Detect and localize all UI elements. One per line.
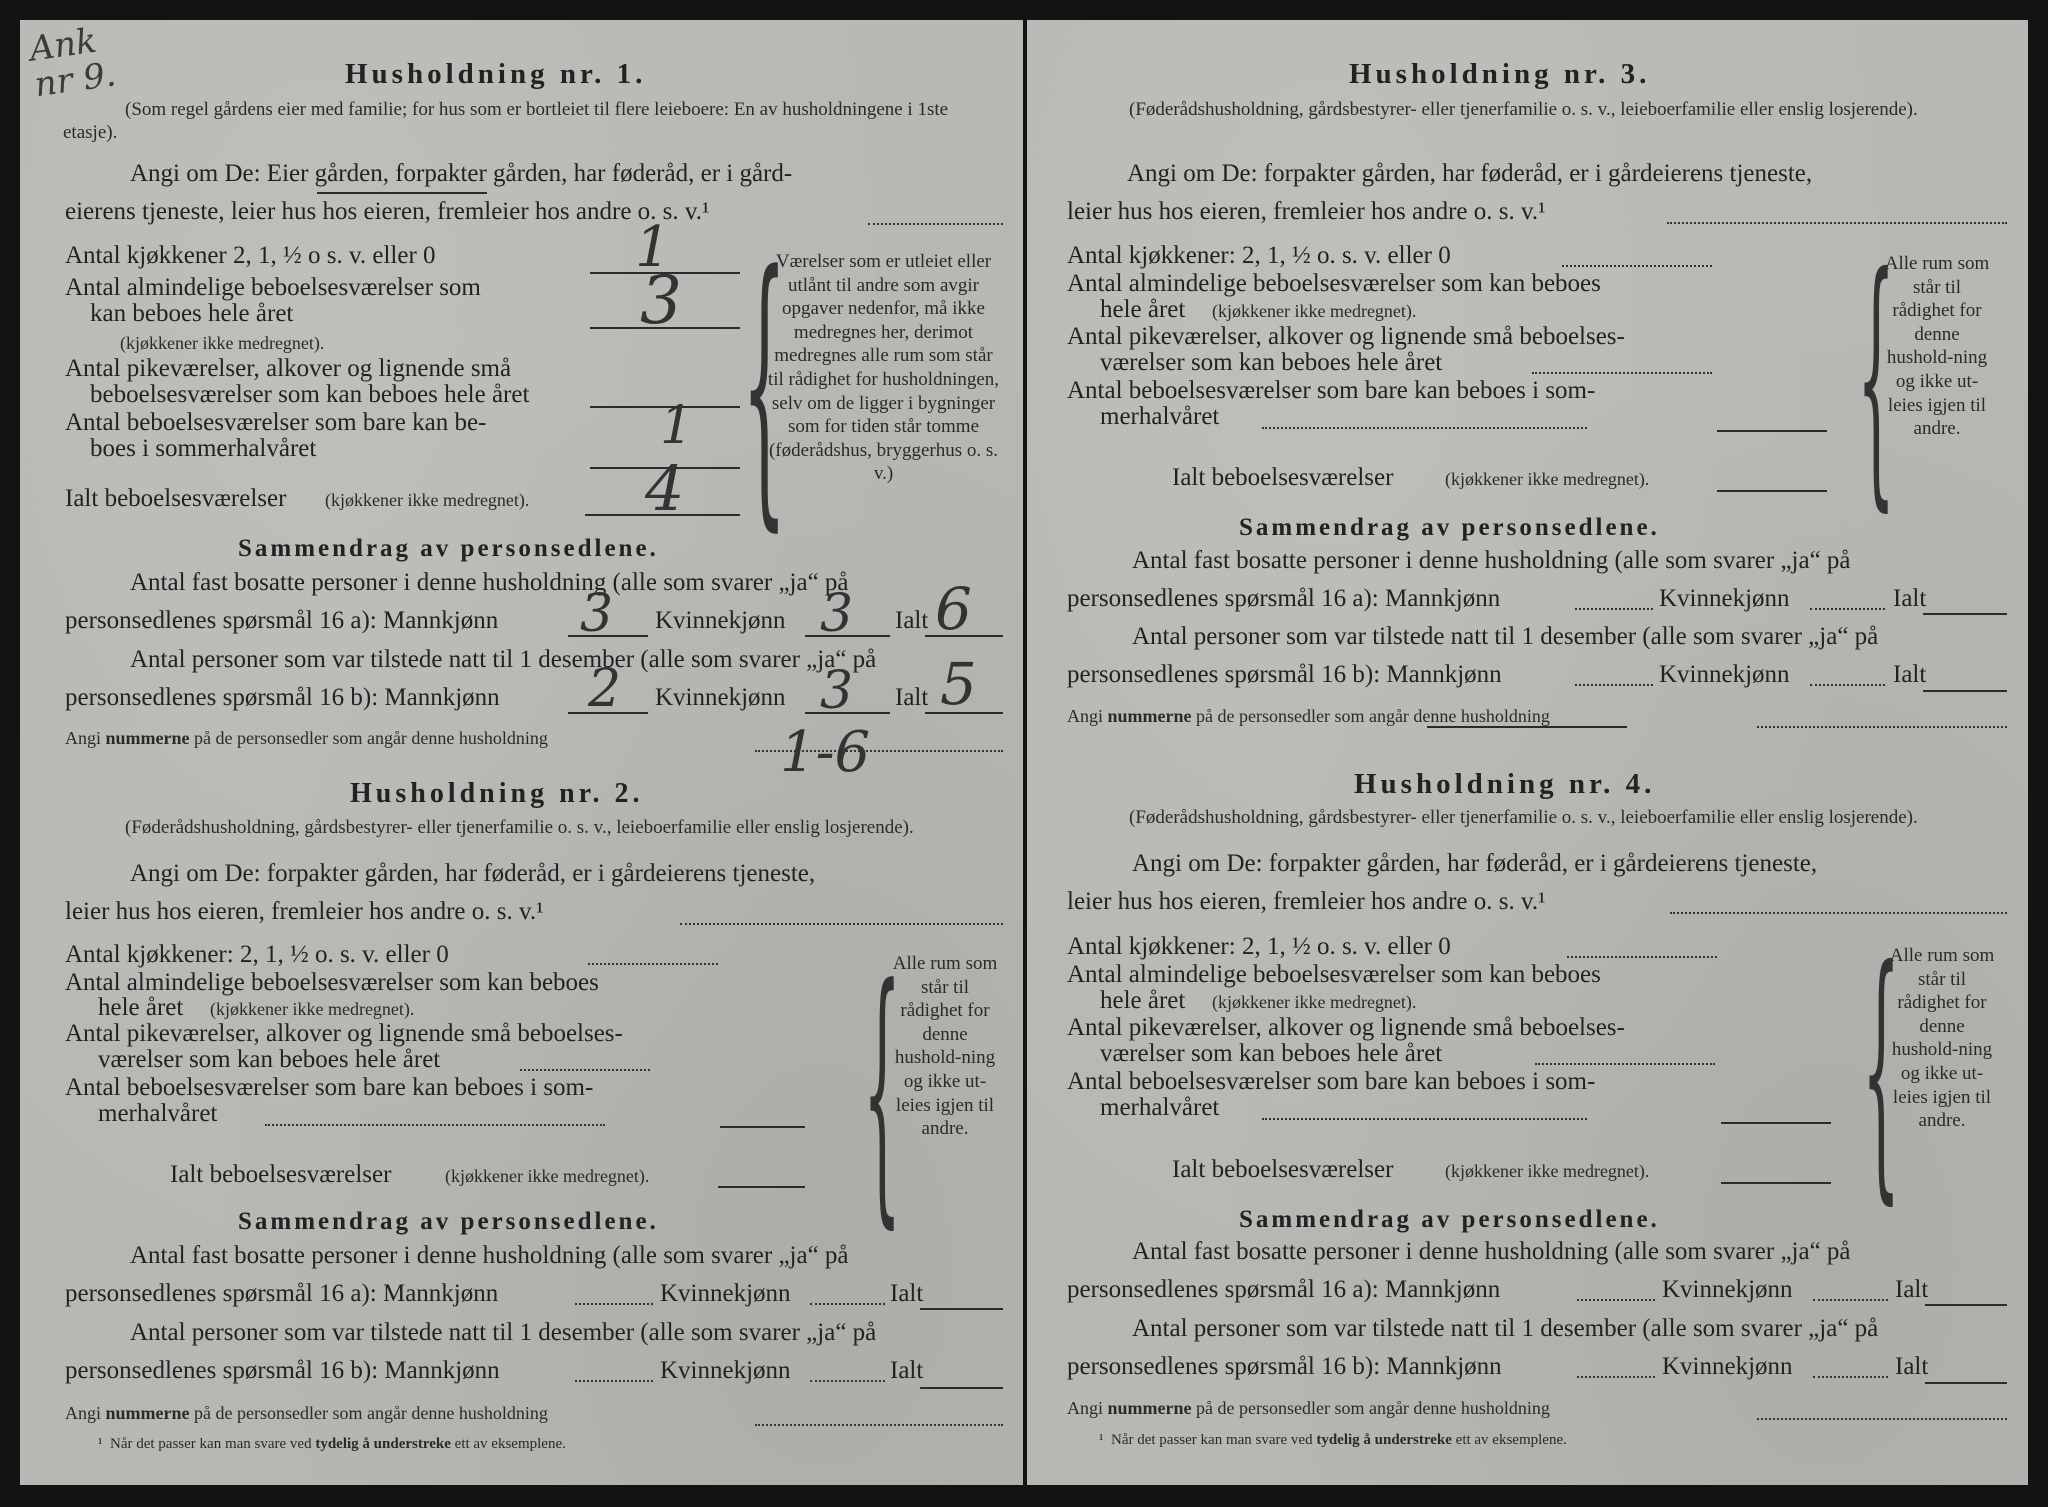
household-4-a-female-label: Kvinnekjønn [1662,1276,1793,1303]
household-4-total-note: (kjøkkener ikke medregnet). [1445,1161,1650,1181]
numbers-pre: Angi [1067,1398,1103,1418]
household-3-summer-dots [1262,427,1587,429]
household-3-summer-answer-line[interactable] [1717,430,1827,432]
household-1-note: (Som regel gårdens eier med familie; for hus som er bortleiet til flere leieboere: En av husholdningene i 1ste etasje). [63,99,949,143]
household-4-small-line1: Antal pikeværelser, alkover og lignende små beboelses- [1067,1014,1625,1041]
household-3-q16b-line2: personsedlenes spørsmål 16 b): Mannkjønn [1067,661,1502,688]
household-1-summer-line1: Antal beboelsesværelser som bare kan be- [65,409,487,436]
household-3-summer-line2: merhalvåret [1100,403,1220,430]
household-1-angi-answer-line[interactable] [868,223,1003,225]
household-2-summer-line2: merhalvåret [98,1100,218,1127]
household-2-a-male-line[interactable] [575,1303,653,1305]
household-1-title: Husholdning nr. 1. [345,58,647,90]
household-2-q16b-line2: personsedlenes spørsmål 16 b): Mannkjønn [65,1357,500,1384]
household-4-brace: { [1862,915,1901,1231]
household-2-kitchens-dots [588,963,718,965]
household-1-angi-line2: eierens tjeneste, leier hus hos eieren, fremleier hos andre o. s. v.¹ [65,198,710,225]
household-1-kitchens-answer: 1 [635,215,671,280]
household-3-angi-line1: Angi om De: forpakter gården, har føderåd, er i gårdeierens tjeneste, [1127,160,1813,187]
household-3-total-answer-line[interactable] [1717,490,1827,492]
household-2-q16a-line2: personsedlenes spørsmål 16 a): Mannkjønn [65,1280,499,1307]
household-2-numbers-answer-line[interactable] [755,1424,1003,1426]
household-3-numbers-answer-line[interactable] [1757,726,2007,728]
household-3-note: (Føderådshusholdning, gårdsbestyrer- eller tjenerfamilie o. s. v., leieboerfamilie eller enslig losjerende). [1129,99,1918,120]
household-1-b-female-label: Kvinnekjønn [655,684,786,711]
household-2 [20,768,1023,1468]
household-4-title: Husholdning nr. 4. [1354,768,1656,800]
household-1-total-label: Ialt beboelsesværelser [65,485,287,512]
household-2-b-female-line[interactable] [810,1380,885,1382]
footnote-pre: Når det passer kan man svare ved [110,1436,312,1452]
household-1-kitchens-label: Antal kjøkkener 2, 1, ½ o s. v. eller 0 [65,242,436,269]
footnote-left [98,1436,566,1453]
household-2-total-label: Ialt beboelsesværelser [170,1161,392,1188]
household-2-small-line2: værelser som kan beboes hele året [98,1046,441,1073]
household-2-angi-line2: leier hus hos eieren, fremleier hos andre o. s. v.¹ [65,898,544,925]
household-1-a-total-label: Ialt [895,607,929,634]
household-1-q16a-line2: personsedlenes spørsmål 16 a): Mannkjønn [65,607,499,634]
household-2-small-line1: Antal pikeværelser, alkover og lignende små beboelses- [65,1020,623,1047]
household-2-title: Husholdning nr. 2. [350,778,644,809]
household-2-b-male-line[interactable] [575,1380,653,1382]
numbers-pre: Angi [65,728,101,748]
household-4-numbers-label [1067,1398,1550,1419]
household-4-kitchens-dots [1567,956,1717,958]
household-3-q16b-line1: Antal personer som var tilstede natt til 1 desember (alle som svarer „ja“ på [1132,623,1879,650]
household-3-b-male-line[interactable] [1575,684,1653,686]
footnote-right [1099,1432,1567,1449]
household-3-kitchens-label: Antal kjøkkener: 2, 1, ½ o. s. v. eller 0 [1067,242,1451,269]
household-1-a-female-label: Kvinnekjønn [655,607,786,634]
household-3-b-total-label: Ialt [1893,661,1927,688]
household-4-a-total-line[interactable] [1925,1304,2007,1306]
household-2-rooms-line2: hele året [98,994,184,1021]
right-page [1027,20,2028,1485]
household-2-a-female-line[interactable] [810,1303,885,1305]
household-2-q16b-line1: Antal personer som var tilstede natt til 1 desember (alle som svarer „ja“ på [130,1319,877,1346]
household-1-rooms-line1: Antal almindelige beboelsesværelser som [65,274,481,301]
household-4-b-total-label: Ialt [1895,1353,1929,1380]
household-2-b-female-label: Kvinnekjønn [660,1357,791,1384]
household-1-q16b-line1: Antal personer som var tilstede natt til 1 desember (alle som svarer „ja“ på [130,646,877,673]
household-2-angi-line1: Angi om De: forpakter gården, har føderåd, er i gårdeierens tjeneste, [130,860,816,887]
household-2-kitchens-label: Antal kjøkkener: 2, 1, ½ o. s. v. eller 0 [65,941,449,968]
household-3-b-female-line[interactable] [1810,684,1885,686]
footnote-post: ett av eksemplene. [1455,1432,1567,1448]
footnote-marker: ¹ [98,1436,103,1452]
household-2-side-note: Alle rum som står til rådighet for denne hushold-ning og ikke ut-leies igjen til andre. [892,953,998,1140]
household-4-total-answer-line[interactable] [1721,1182,1831,1184]
household-4-summer-line2: merhalvåret [1100,1094,1220,1121]
household-3-rooms-line1: Antal almindelige beboelsesværelser som kan beboes [1067,270,1601,297]
household-3-b-female-label: Kvinnekjønn [1659,661,1790,688]
household-1-side-note: Værelser som er utleiet eller utlånt til andre som avgir opgaver nedenfor, må ikke medregnes her, derimot medregnes alle rum som står til rådighet for husholdningen, selv om de ligger i bygninger som for tiden står tomme (føderådshus, bryggerhus o. s. v.) [767,251,1000,485]
numbers-post: på de personsedler som angår denne husholdning [1196,1398,1550,1418]
household-1-b-total-label: Ialt [895,684,929,711]
household-1-rooms-answer: 3 [640,262,682,339]
household-3-summer-line1: Antal beboelsesværelser som bare kan beboes i som- [1067,377,1596,404]
household-4 [1027,768,2028,1468]
household-3-total-note: (kjøkkener ikke medregnet). [1445,469,1650,489]
household-1-summary-title: Sammendrag av personsedlene. [238,535,659,562]
household-2-angi-answer-line[interactable] [680,923,1003,925]
household-4-summer-dots [1262,1118,1587,1120]
household-3-rooms-note: (kjøkkener ikke medregnet). [1212,301,1417,321]
household-1-summer-answer: 1 [660,396,694,456]
household-4-angi-answer-line[interactable] [1670,912,2007,914]
household-1-small-line1: Antal pikeværelser, alkover og lignende små [65,355,512,382]
household-4-b-total-line[interactable] [1925,1382,2007,1384]
household-1-b-male: 2 [588,659,622,719]
household-4-total-label: Ialt beboelsesværelser [1172,1156,1394,1183]
household-3-angi-answer-line[interactable] [1667,222,2007,224]
household-4-angi-line2: leier hus hos eieren, fremleier hos andre o. s. v.¹ [1067,888,1546,915]
household-1 [20,20,1023,785]
household-1-rooms-note: (kjøkkener ikke medregnet). [120,333,325,353]
numbers-post: på de personsedler som angår denne husholdning [1196,706,1550,726]
household-1-rooms-line2: kan beboes hele året [90,300,294,327]
household-4-angi-line1: Angi om De: forpakter gården, har føderåd, er i gårdeierens tjeneste, [1132,850,1818,877]
corner-handwritten-marks: Ank nr 9. [27,20,119,106]
household-4-small-line2: værelser som kan beboes hele året [1100,1040,1443,1067]
household-3-brace: { [1857,222,1896,538]
household-3-a-male-line[interactable] [1575,608,1653,610]
household-4-summary-title: Sammendrag av personsedlene. [1239,1206,1660,1233]
household-1-b-total: 5 [940,650,977,718]
household-4-q16b-line1: Antal personer som var tilstede natt til 1 desember (alle som svarer „ja“ på [1132,1315,1879,1342]
footnote-bold: tydelig å understreke [1316,1432,1452,1448]
household-2-rooms-line1: Antal almindelige beboelsesværelser som kan beboes [65,969,599,996]
household-1-q16b-line2: personsedlenes spørsmål 16 b): Mannkjønn [65,684,500,711]
household-2-rooms-note: (kjøkkener ikke medregnet). [210,999,415,1019]
household-1-numbers-label [65,728,548,749]
household-4-small-dots [1535,1063,1715,1065]
household-3-total-label: Ialt beboelsesværelser [1172,464,1394,491]
household-3-angi-line2: leier hus hos eieren, fremleier hos andre o. s. v.¹ [1067,198,1546,225]
household-1-numbers-answer: 1-6 [780,720,871,785]
numbers-bold: nummerne [1107,706,1192,726]
household-3-a-total-label: Ialt [1893,585,1927,612]
household-4-rooms-note: (kjøkkener ikke medregnet). [1212,992,1417,1012]
household-3-b-total-line[interactable] [1923,690,2007,692]
household-3-a-female-line[interactable] [1810,608,1885,610]
numbers-post: på de personsedler som angår denne husholdning [194,728,548,748]
household-3-q16a-line2: personsedlenes spørsmål 16 a): Mannkjønn [1067,585,1501,612]
household-3-numbers-label [1067,706,1550,727]
household-4-numbers-answer-line[interactable] [1757,1418,2007,1420]
household-2-numbers-label [65,1403,548,1424]
left-page [20,20,1023,1485]
household-2-b-total-line[interactable] [920,1387,1003,1389]
household-4-a-male-line[interactable] [1577,1299,1655,1301]
household-1-q16a-line1: Antal fast bosatte personer i denne husholdning (alle som svarer „ja“ på [130,569,849,596]
numbers-bold: nummerne [1107,1398,1192,1418]
household-4-q16a-line1: Antal fast bosatte personer i denne husholdning (alle som svarer „ja“ på [1132,1238,1851,1265]
household-3-a-total-line[interactable] [1923,613,2007,615]
household-2-summer-dots [265,1124,605,1126]
numbers-pre: Angi [1067,706,1103,726]
household-2-brace: { [863,933,902,1255]
household-3-small-line1: Antal pikeværelser, alkover og lignende små beboelses- [1067,323,1625,350]
household-1-a-female: 3 [820,584,854,644]
household-4-summer-answer-line[interactable] [1721,1122,1831,1124]
household-4-side-note: Alle rum som står til rådighet for denne hushold-ning og ikke ut-leies igjen til andre. [1889,945,1995,1132]
household-3-rooms-line2: hele året [1100,296,1186,323]
household-1-summer-line2: boes i sommerhalvåret [90,435,317,462]
household-1-total-note: (kjøkkener ikke medregnet). [325,490,530,510]
household-4-rooms-line1: Antal almindelige beboelsesværelser som kan beboes [1067,961,1601,988]
household-1-total-answer: 4 [645,452,685,525]
household-3-a-female-label: Kvinnekjønn [1659,585,1790,612]
footnote-bold: tydelig å understreke [315,1436,451,1452]
household-1-brace: { [742,212,787,558]
household-2-a-total-line[interactable] [920,1308,1003,1310]
household-2-note: (Føderådshusholdning, gårdsbestyrer- eller tjenerfamilie o. s. v., leieboerfamilie eller enslig losjerende). [125,817,914,838]
numbers-bold: nummerne [105,1403,190,1423]
household-2-total-answer-line[interactable] [718,1186,805,1188]
household-4-a-total-label: Ialt [1895,1276,1929,1303]
household-4-rooms-line2: hele året [1100,987,1186,1014]
household-1-eier-underline [317,192,487,194]
household-1-a-male: 3 [580,584,614,644]
household-2-summary-title: Sammendrag av personsedlene. [238,1208,659,1235]
household-1-small-line2: beboelsesværelser som kan beboes hele året [90,381,530,408]
household-4-q16b-line2: personsedlenes spørsmål 16 b): Mannkjønn [1067,1353,1502,1380]
household-2-summer-answer-line[interactable] [720,1126,805,1128]
household-2-total-note: (kjøkkener ikke medregnet). [445,1166,650,1186]
household-3-small-line2: værelser som kan beboes hele året [1100,349,1443,376]
footnote-pre: Når det passer kan man svare ved [1111,1432,1313,1448]
footnote-marker: ¹ [1099,1432,1104,1448]
household-4-a-female-line[interactable] [1813,1299,1888,1301]
household-4-b-female-label: Kvinnekjønn [1662,1353,1793,1380]
footnote-post: ett av eksemplene. [454,1436,566,1452]
household-3-title: Husholdning nr. 3. [1349,58,1651,90]
household-4-b-female-line[interactable] [1813,1376,1888,1378]
household-3-kitchens-dots [1562,265,1712,267]
household-4-b-male-line[interactable] [1577,1376,1655,1378]
household-3-q16a-line1: Antal fast bosatte personer i denne husholdning (alle som svarer „ja“ på [1132,547,1851,574]
household-4-q16a-line2: personsedlenes spørsmål 16 a): Mannkjønn [1067,1276,1501,1303]
numbers-pre: Angi [65,1403,101,1423]
household-3-small-dots [1532,372,1712,374]
household-3-summary-title: Sammendrag av personsedlene. [1239,514,1660,541]
household-1-b-female: 3 [820,661,854,721]
household-1-a-total: 6 [935,575,972,643]
household-2-q16a-line1: Antal fast bosatte personer i denne husholdning (alle som svarer „ja“ på [130,1242,849,1269]
household-2-b-total-label: Ialt [890,1357,924,1384]
household-2-summer-line1: Antal beboelsesværelser som bare kan beboes i som- [65,1074,594,1101]
household-1-angi-line1: Angi om De: Eier gården, forpakter gården, har føderåd, er i gård- [130,160,793,187]
separator-line [1427,726,1627,728]
household-2-a-female-label: Kvinnekjønn [660,1280,791,1307]
household-3-side-note: Alle rum som står til rådighet for denne hushold-ning og ikke ut-leies igjen til andre. [1884,253,1990,440]
household-4-note: (Føderådshusholdning, gårdsbestyrer- eller tjenerfamilie o. s. v., leieboerfamilie eller enslig losjerende). [1129,807,1918,828]
numbers-bold: nummerne [105,728,190,748]
numbers-post: på de personsedler som angår denne husholdning [194,1403,548,1423]
household-2-small-dots [520,1069,650,1071]
household-4-kitchens-label: Antal kjøkkener: 2, 1, ½ o. s. v. eller 0 [1067,933,1451,960]
household-2-a-total-label: Ialt [890,1280,924,1307]
household-3 [1027,20,2028,726]
household-4-summer-line1: Antal beboelsesværelser som bare kan beboes i som- [1067,1068,1596,1095]
